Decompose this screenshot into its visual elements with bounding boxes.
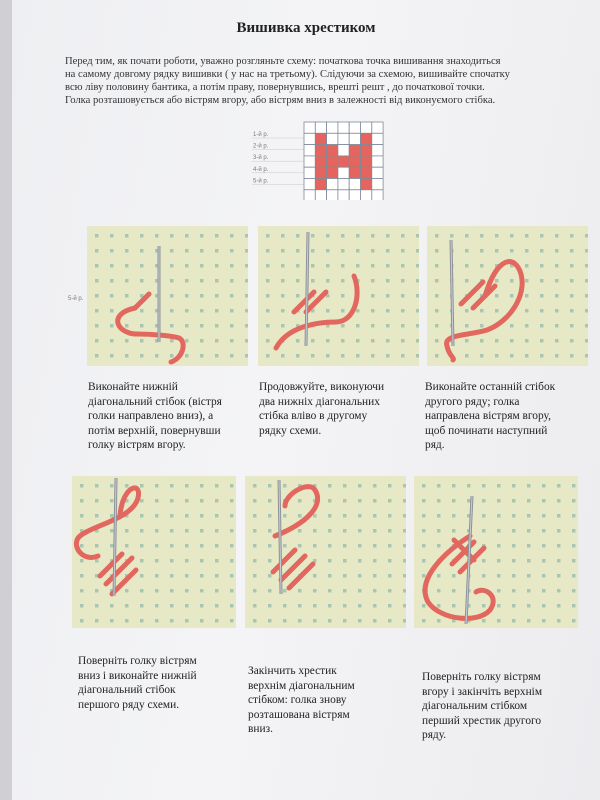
scheme-empty-cell	[372, 156, 383, 167]
caption-line: Продовжуйте, виконуючи	[259, 381, 385, 393]
step-2-caption	[259, 380, 384, 438]
caption-line: голки направлено вниз), а	[88, 410, 214, 423]
scheme-empty-cell	[349, 190, 360, 200]
scheme-empty-cell	[304, 122, 315, 133]
scheme-empty-cell	[327, 122, 338, 133]
caption-line: Закінчить хрестик	[248, 665, 337, 677]
step-4-caption	[78, 654, 197, 712]
caption-line: Виконайте останній стібок	[425, 381, 556, 393]
scheme-empty-cell	[304, 167, 315, 178]
step-1-caption	[88, 380, 222, 453]
scheme-empty-cell	[372, 167, 383, 178]
scheme-stitch-cell	[349, 156, 360, 167]
scheme-empty-cell	[372, 190, 383, 200]
caption-line: вгору і закінчіть верхнім	[422, 685, 543, 698]
scheme-row-label: 2-й р.	[253, 143, 269, 150]
scheme-empty-cell	[361, 190, 372, 200]
needle-and-thread-icon	[414, 476, 578, 628]
scheme-stitch-cell	[315, 145, 326, 156]
scheme-empty-cell	[372, 122, 383, 133]
scheme-stitch-cell	[315, 156, 326, 167]
scheme-empty-cell	[372, 145, 383, 156]
caption-line: Поверніть голку вістрям	[422, 671, 541, 683]
caption-line: Виконайте нижній	[88, 381, 178, 393]
caption-line: два нижніх діагональних	[259, 395, 380, 408]
scheme-stitch-cell	[361, 145, 372, 156]
caption-line: верхнім діагональним	[248, 679, 355, 692]
scheme-empty-cell	[349, 133, 360, 144]
needle-and-thread-icon	[245, 476, 406, 628]
scheme-stitch-cell	[327, 167, 338, 178]
scheme-empty-cell	[349, 122, 360, 133]
caption-line: щоб починати наступний	[425, 424, 548, 437]
scheme-empty-cell	[304, 190, 315, 200]
scheme-empty-cell	[315, 190, 326, 200]
intro-line: на самому довгому рядку вишивки ( у нас на третьому). Слідуючи за схемою, вишивайте спочатку	[65, 69, 510, 80]
cross-stitch-scheme	[248, 120, 392, 200]
intro-line: Перед тим, як почати роботи, уважно розгляньте схему: початкова точка вишивання знаходиться	[65, 56, 501, 67]
page-title: Вишивка хрестиком	[236, 20, 376, 36]
step-6-caption	[422, 670, 542, 743]
scheme-empty-cell	[327, 133, 338, 144]
caption-line: ряду.	[422, 729, 447, 742]
step-2-illustration	[258, 226, 419, 366]
scheme-empty-cell	[372, 133, 383, 144]
needle-and-thread-icon	[72, 476, 236, 628]
caption-line: вниз і виконайте нижній	[78, 669, 197, 682]
caption-line: Поверніть голку вістрям	[78, 655, 197, 667]
step-1-illustration	[87, 226, 248, 366]
scheme-row-label: 4-й р.	[253, 166, 269, 173]
caption-line: розташована вістрям	[248, 708, 350, 721]
scheme-stitch-cell	[338, 156, 349, 167]
step-4-illustration	[72, 476, 236, 628]
scheme-empty-cell	[338, 122, 349, 133]
scheme-empty-cell	[304, 179, 315, 190]
caption-line: рядку схеми.	[259, 424, 322, 437]
intro-paragraph	[65, 55, 565, 107]
scheme-empty-cell	[361, 122, 372, 133]
step-3-caption	[425, 380, 555, 453]
scheme-row-label: 1-й р.	[253, 132, 269, 138]
caption-line: перший хрестик другого	[422, 714, 542, 727]
scheme-stitch-cell	[327, 156, 338, 167]
scheme-stitch-cell	[349, 167, 360, 178]
scheme-row-label: 5-й р.	[253, 178, 269, 185]
scheme-empty-cell	[327, 190, 338, 200]
scheme-empty-cell	[372, 179, 383, 190]
caption-line: стібка вліво в другому	[259, 410, 368, 423]
intro-line: Голка розташовується або вістрям вгору, або вістрям вниз в залежності від виконуємого стібка.	[65, 95, 496, 106]
scheme-empty-cell	[349, 179, 360, 190]
scheme-row-label: 3-й р.	[253, 155, 269, 162]
caption-line: направлена вістрям вгору,	[425, 410, 551, 423]
scheme-stitch-cell	[361, 167, 372, 178]
caption-line: другого ряду; голка	[425, 395, 520, 408]
caption-line: голку вістрям вгору.	[88, 439, 186, 452]
scheme-empty-cell	[338, 179, 349, 190]
caption-line: потім верхній, повернувши	[88, 424, 221, 437]
needle-and-thread-icon	[258, 226, 419, 366]
step-3-illustration	[427, 226, 588, 366]
intro-line: всю ліву половину бантика, а потім праву, повернувшись, врешті решт , до початкової точки.	[65, 82, 485, 93]
caption-line: діагональний стібок	[78, 684, 176, 697]
scheme-empty-cell	[338, 167, 349, 178]
scheme-stitch-cell	[361, 179, 372, 190]
instruction-sheet	[12, 0, 600, 800]
scheme-empty-cell	[327, 179, 338, 190]
caption-line: ряд.	[425, 439, 445, 452]
needle-and-thread-icon	[427, 226, 588, 366]
needle-and-thread-icon	[87, 226, 248, 366]
caption-line: першого ряду схеми.	[78, 698, 180, 711]
scheme-stitch-cell	[327, 145, 338, 156]
panel-row-label: 5-й р.	[68, 296, 84, 302]
scheme-stitch-cell	[315, 133, 326, 144]
scheme-stitch-cell	[315, 179, 326, 190]
scheme-empty-cell	[338, 145, 349, 156]
step-5-caption	[248, 664, 355, 737]
scheme-empty-cell	[338, 190, 349, 200]
scheme-empty-cell	[304, 145, 315, 156]
scheme-empty-cell	[304, 133, 315, 144]
scheme-empty-cell	[338, 133, 349, 144]
step-5-illustration	[245, 476, 406, 628]
scheme-stitch-cell	[349, 145, 360, 156]
scheme-empty-cell	[315, 122, 326, 133]
step-6-illustration	[414, 476, 578, 628]
scheme-stitch-cell	[361, 156, 372, 167]
scheme-stitch-cell	[361, 133, 372, 144]
scheme-empty-cell	[304, 156, 315, 167]
caption-line: діагональний стібок (вістря	[88, 395, 222, 408]
caption-line: стібком: голка знову	[248, 694, 347, 707]
scheme-stitch-cell	[315, 167, 326, 178]
caption-line: діагональним стібком	[422, 700, 528, 713]
caption-line: вниз.	[248, 723, 273, 736]
